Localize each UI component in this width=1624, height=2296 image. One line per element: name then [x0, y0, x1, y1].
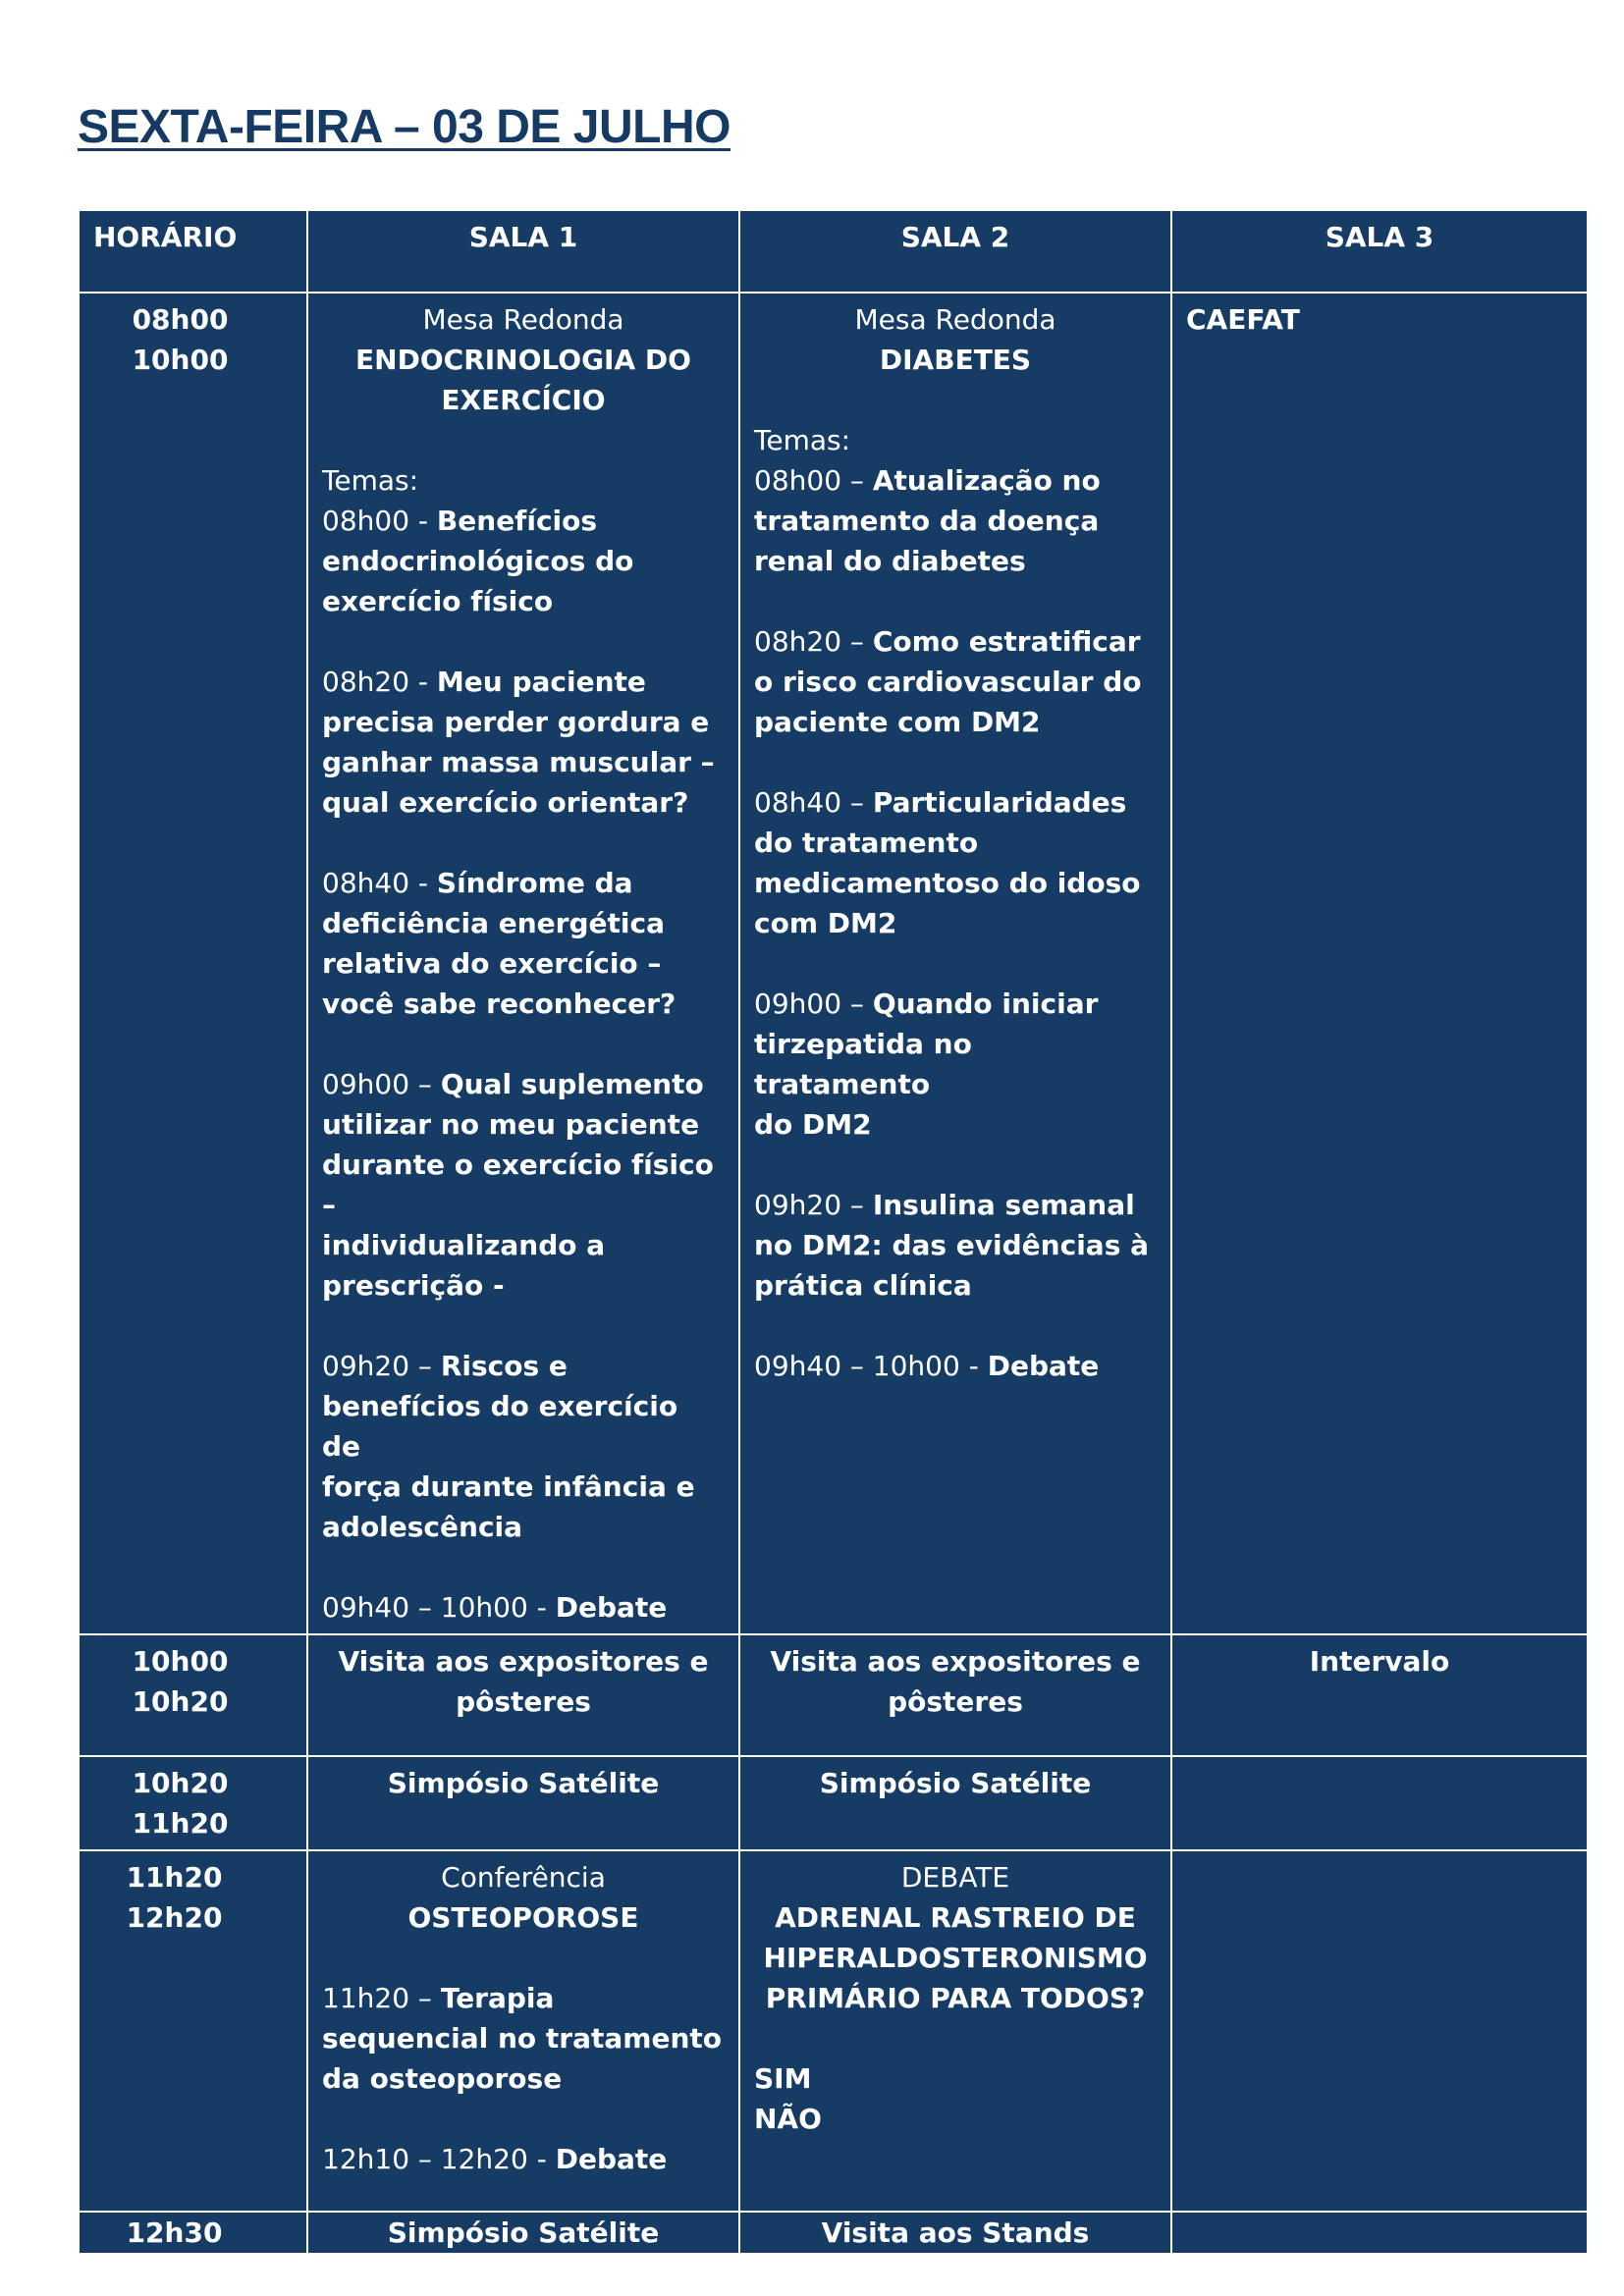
table-row [79, 293, 1588, 1634]
talk-item: 09h20 – Insulina semanal no DM2: das evidências à prática clínica [754, 1189, 1150, 1302]
header-row [79, 210, 1588, 293]
sala-1-cell [307, 1850, 739, 2212]
talk-item: 09h00 – Quando iniciar tirzepatida no tratamento do DM2 [754, 988, 1099, 1141]
table-row [79, 1756, 1588, 1850]
sala-2-cell: Simpósio Satélite [739, 1756, 1171, 1850]
time-cell: 12h30 [79, 2212, 307, 2254]
page-title: SEXTA-FEIRA – 03 DE JULHO [78, 101, 731, 153]
schedule-table [78, 209, 1589, 2255]
session-title: HIPERALDOSTERONISMO [763, 1942, 1148, 1974]
session-title: OSTEOPOROSE [407, 1901, 639, 1934]
time-cell: 11h20 12h20 [79, 1850, 307, 2212]
sala-1-cell: Simpósio Satélite [307, 1756, 739, 1850]
header-horario: HORÁRIO [79, 210, 307, 293]
talk-item: 09h00 – Qual suplemento utilizar no meu paciente durante o exercício físico – individualizando a prescrição - [322, 1068, 714, 1302]
debate-option: NÃO [754, 2103, 822, 2135]
session-title: EXERCÍCIO [441, 384, 606, 416]
talk-item: 08h00 - Benefícios endocrinológicos do exercício físico [322, 505, 634, 617]
talk-item: 11h20 – Terapia sequencial no tratamento da osteoporose [322, 1982, 722, 2095]
sala-2-cell: Visita aos Stands [739, 2212, 1171, 2254]
sala-2-cell: Visita aos expositores e pôsteres [739, 1634, 1171, 1756]
sala-2-cell [739, 1850, 1171, 2212]
session-kind: Conferência [441, 1861, 606, 1894]
session-kind: Mesa Redonda [422, 303, 624, 336]
session-title: ADRENAL RASTREIO DE [775, 1901, 1136, 1934]
debate-option: SIM [754, 2062, 812, 2095]
time-cell: 08h00 10h00 [79, 293, 307, 1634]
session-kind: DEBATE [900, 1861, 1010, 1894]
sala-3-cell [1171, 2212, 1588, 2254]
talk-item: 09h20 – Riscos e benefícios do exercício de força durante infância e adolescência [322, 1350, 695, 1543]
sala-1-cell [307, 293, 739, 1634]
sala-3-cell [1171, 1850, 1588, 2212]
talk-item: 08h40 – Particularidades do tratamento medicamentoso do idoso com DM2 [754, 786, 1141, 939]
talk-item: 09h40 – 10h00 - Debate [322, 1591, 668, 1624]
table-row [79, 1850, 1588, 2212]
temas-label: Temas: [322, 464, 419, 497]
session-title: DIABETES [879, 344, 1032, 376]
sala-3-cell [1171, 1756, 1588, 1850]
talk-item: 08h20 - Meu paciente precisa perder gordura e ganhar massa muscular – qual exercício orientar? [322, 666, 715, 819]
temas-label: Temas: [754, 424, 851, 456]
time-cell: 10h00 10h20 [79, 1634, 307, 1756]
session-kind: Mesa Redonda [854, 303, 1056, 336]
table-row [79, 1634, 1588, 1756]
talk-item: 08h20 – Como estratificar o risco cardiovascular do paciente com DM2 [754, 625, 1142, 738]
table-row [79, 2212, 1588, 2254]
header-sala-2: SALA 2 [739, 210, 1171, 293]
talk-item: 08h40 - Síndrome da deficiência energética relativa do exercício – você sabe reconhecer? [322, 867, 677, 1020]
header-sala-3: SALA 3 [1171, 210, 1588, 293]
time-cell: 10h20 11h20 [79, 1756, 307, 1850]
sala-3-cell: Intervalo [1171, 1634, 1588, 1756]
talk-item: 09h40 – 10h00 - Debate [754, 1350, 1100, 1382]
sala-1-cell: Visita aos expositores e pôsteres [307, 1634, 739, 1756]
talk-item: 08h00 – Atualização no tratamento da doença renal do diabetes [754, 464, 1101, 577]
session-title: PRIMÁRIO PARA TODOS? [765, 1982, 1146, 2014]
talk-item: 12h10 – 12h20 - Debate [322, 2143, 668, 2175]
sala-2-cell [739, 293, 1171, 1634]
sala-1-cell: Simpósio Satélite [307, 2212, 739, 2254]
session-title: ENDOCRINOLOGIA DO [355, 344, 691, 376]
header-sala-1: SALA 1 [307, 210, 739, 293]
sala-3-cell: CAEFAT [1171, 293, 1588, 1634]
